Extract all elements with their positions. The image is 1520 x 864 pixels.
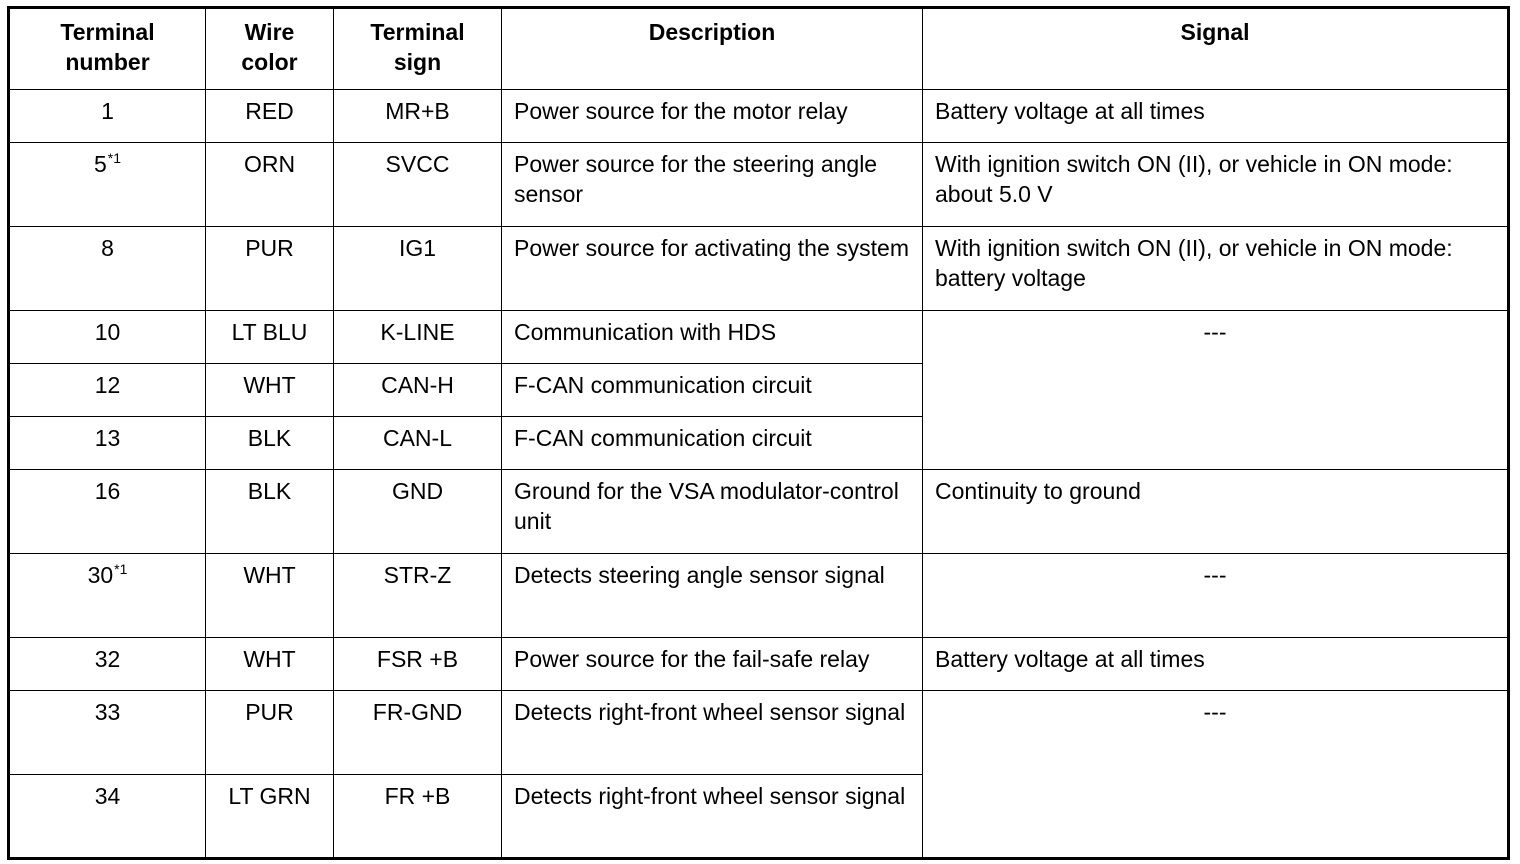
table-row [9, 638, 1509, 691]
terminal-sign-cell [334, 143, 502, 227]
table-row [9, 311, 1509, 364]
signal: With ignition switch ON (II), or vehicle in ON mode: about 5.0 V [935, 151, 1453, 207]
wire-color: LT BLU [231, 319, 308, 345]
terminal-sign: SVCC [385, 151, 450, 177]
terminal-number: 1 [101, 98, 114, 124]
terminal-number: 10 [94, 319, 121, 345]
wire-color: LT GRN [228, 783, 311, 809]
terminal-number-cell [9, 775, 206, 859]
wire-color-cell [206, 554, 334, 638]
header-signal [923, 8, 1509, 90]
terminal-number-cell [9, 470, 206, 554]
terminal-number-cell [9, 691, 206, 775]
terminal-sign: STR-Z [383, 562, 452, 588]
terminal-sign: IG1 [398, 235, 437, 261]
terminal-number-cell [9, 90, 206, 143]
terminal-sign: CAN-H [381, 372, 454, 398]
signal: Continuity to ground [935, 478, 1141, 504]
wire-color: WHT [243, 562, 296, 588]
terminal-sign-cell [334, 311, 502, 364]
signal-cell [923, 90, 1509, 143]
terminal-sign-cell [334, 227, 502, 311]
wire-color-cell [206, 417, 334, 470]
terminal-number-cell [9, 417, 206, 470]
header-row [9, 8, 1509, 90]
table-row [9, 227, 1509, 311]
wire-color: RED [245, 98, 294, 124]
description: Detects right-front wheel sensor signal [514, 699, 906, 725]
table-row [9, 554, 1509, 638]
description: Detects right-front wheel sensor signal [514, 783, 906, 809]
header-description-label: Description [648, 19, 776, 45]
terminal-number: 5 [93, 151, 107, 177]
wire-color-cell [206, 470, 334, 554]
signal: With ignition switch ON (II), or vehicle in ON mode: battery voltage [935, 235, 1453, 291]
terminal-sign-cell [334, 775, 502, 859]
signal-cell [923, 311, 1509, 470]
table-row [9, 470, 1509, 554]
terminal-sign-cell [334, 364, 502, 417]
description: Communication with HDS [514, 319, 777, 345]
terminal-sign: FR +B [384, 783, 451, 809]
description-cell [502, 311, 923, 364]
table-row [9, 90, 1509, 143]
description: Detects steering angle sensor signal [514, 562, 885, 588]
signal-cell [923, 691, 1509, 859]
description: Ground for the VSA modulator-control unit [514, 478, 899, 534]
signal-cell [923, 470, 1509, 554]
wire-color: PUR [245, 699, 294, 725]
terminal-number-cell [9, 638, 206, 691]
terminal-sign: MR+B [385, 98, 450, 124]
description-cell [502, 227, 923, 311]
terminal-sign-cell [334, 638, 502, 691]
description-cell [502, 364, 923, 417]
terminal-number: 33 [94, 699, 121, 725]
signal: --- [1203, 699, 1227, 725]
table-row [9, 143, 1509, 227]
terminal-number-cell [9, 554, 206, 638]
header-wire-color [206, 8, 334, 90]
terminal-number: 34 [94, 783, 121, 809]
terminal-sign-cell [334, 554, 502, 638]
signal-cell [923, 227, 1509, 311]
signal: Battery voltage at all times [935, 646, 1205, 672]
wire-color-cell [206, 691, 334, 775]
signal: Battery voltage at all times [935, 98, 1205, 124]
description: Power source for activating the system [514, 235, 909, 261]
terminal-sign-cell [334, 691, 502, 775]
terminal-sign: FR-GND [372, 699, 463, 725]
terminal-sign-cell [334, 470, 502, 554]
header-wire-color-label: Wire color [241, 19, 298, 75]
wire-color: WHT [243, 646, 296, 672]
terminal-number: 30 [87, 562, 114, 588]
description-cell [502, 691, 923, 775]
description-cell [502, 417, 923, 470]
wire-color: WHT [243, 372, 296, 398]
terminal-number-cell [9, 143, 206, 227]
wire-color-cell [206, 364, 334, 417]
description: Power source for the fail-safe relay [514, 646, 870, 672]
description-cell [502, 638, 923, 691]
footnote-marker: *1 [107, 150, 122, 166]
header-terminal-number-label: Terminal number [60, 19, 155, 75]
description-cell [502, 554, 923, 638]
terminal-sign-cell [334, 90, 502, 143]
wire-color-cell [206, 227, 334, 311]
wire-color: PUR [245, 235, 294, 261]
wire-color-cell [206, 775, 334, 859]
description: Power source for the steering angle sensor [514, 151, 878, 207]
terminal-sign: GND [391, 478, 444, 504]
signal-cell [923, 143, 1509, 227]
terminal-number-cell [9, 364, 206, 417]
description-cell [502, 470, 923, 554]
wire-color-cell [206, 143, 334, 227]
header-signal-label: Signal [1180, 19, 1250, 45]
terminal-number: 32 [94, 646, 121, 672]
terminal-number-cell [9, 311, 206, 364]
header-terminal-sign [334, 8, 502, 90]
wire-color-cell [206, 90, 334, 143]
header-description [502, 8, 923, 90]
description: Power source for the motor relay [514, 98, 848, 124]
terminal-sign: CAN-L [382, 425, 452, 451]
wire-color: BLK [247, 425, 292, 451]
wire-color: ORN [243, 151, 296, 177]
description-cell [502, 90, 923, 143]
wire-color: BLK [247, 478, 292, 504]
footnote-marker: *1 [114, 561, 128, 577]
header-terminal-number [9, 8, 206, 90]
description: F-CAN communication circuit [514, 372, 812, 398]
header-terminal-sign-label: Terminal sign [370, 19, 465, 75]
terminal-number: 8 [101, 235, 114, 261]
terminal-sign: K-LINE [380, 319, 455, 345]
terminal-sign-cell [334, 417, 502, 470]
terminal-number: 16 [94, 478, 121, 504]
terminal-number: 12 [94, 372, 121, 398]
signal-cell [923, 554, 1509, 638]
description-cell [502, 775, 923, 859]
table-row [9, 691, 1509, 775]
terminal-sign: FSR +B [376, 646, 459, 672]
terminal-number: 13 [94, 425, 121, 451]
signal-cell [923, 638, 1509, 691]
description: F-CAN communication circuit [514, 425, 812, 451]
terminal-table [7, 6, 1510, 860]
terminal-number-cell [9, 227, 206, 311]
description-cell [502, 143, 923, 227]
signal: --- [1203, 562, 1227, 588]
wire-color-cell [206, 311, 334, 364]
wire-color-cell [206, 638, 334, 691]
signal: --- [1203, 319, 1227, 345]
